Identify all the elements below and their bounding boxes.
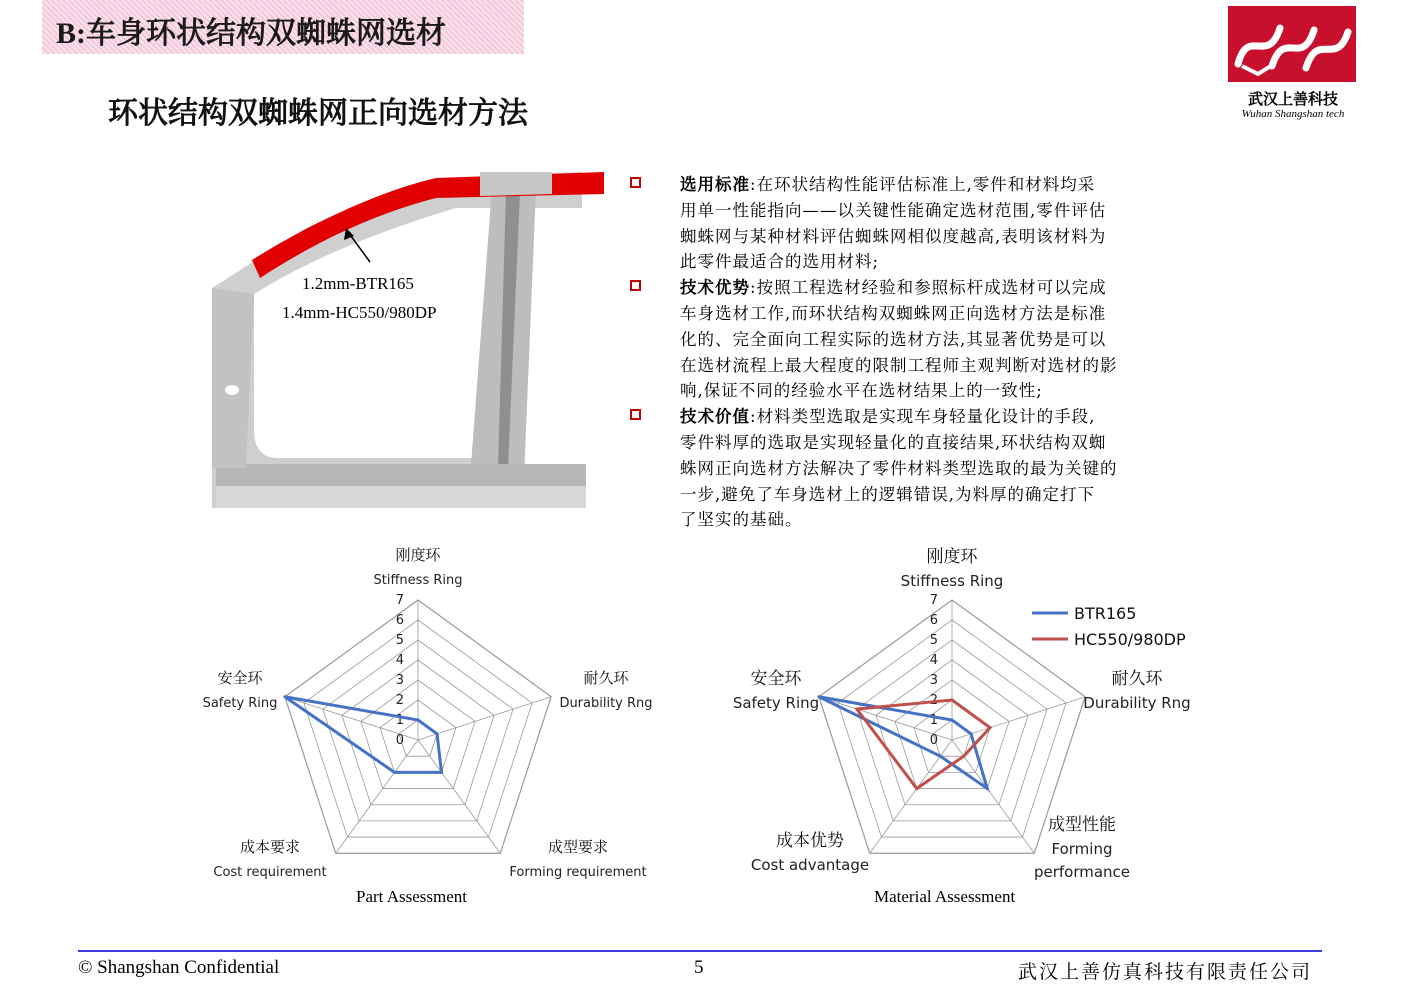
bullet-term: 技术价值 bbox=[680, 407, 750, 427]
banner-title: B:车身环状结构双蜘蛛网选材 bbox=[56, 17, 446, 50]
grid-spoke bbox=[336, 740, 418, 853]
data-point bbox=[962, 755, 965, 758]
tick-label: 0 bbox=[929, 733, 938, 748]
data-point bbox=[989, 726, 992, 729]
part-assessment-caption: Part Assessment bbox=[356, 887, 467, 906]
data-point bbox=[283, 695, 286, 698]
material-assessment-radar-chart bbox=[720, 545, 1200, 885]
axis-label-cn: 安全环 bbox=[750, 669, 802, 689]
part-assessment-radar-chart bbox=[180, 545, 680, 885]
logo-name-cn: 武汉上善科技 bbox=[1247, 90, 1338, 108]
tick-label: 2 bbox=[395, 693, 404, 708]
title-banner bbox=[42, 0, 524, 54]
axis-label-en: Stiffness Ring bbox=[373, 573, 463, 588]
data-point bbox=[440, 771, 443, 774]
axis-label-cn: 耐久环 bbox=[1111, 669, 1163, 689]
bullet-technical-value: 技术价值:材料类型选取是实现车身轻量化设计的手段, 零件料厚的选取是实现轻量化的直接结果,环状结构双蜘 蛛网正向选材方法解决了零件材料类型选取的最为关键的 一步,避免了车身选材上的逻辑错误,为料厚的确定打下 了坚实的基础。 bbox=[628, 404, 1208, 533]
axis-label-en: Forming requirement bbox=[509, 865, 647, 880]
axis-label-cn: 刚度环 bbox=[926, 547, 978, 567]
axis-label-cn: 刚度环 bbox=[395, 546, 441, 564]
tick-label: 7 bbox=[929, 593, 938, 608]
tick-label: 0 bbox=[395, 733, 404, 748]
data-point bbox=[939, 755, 942, 758]
axis-label-en: Safety Ring bbox=[732, 694, 820, 712]
sss-logo-icon bbox=[1228, 6, 1356, 82]
legend-label: HC550/980DP bbox=[1074, 630, 1186, 649]
data-point bbox=[393, 771, 396, 774]
legend-label: BTR165 bbox=[1074, 604, 1137, 623]
tick-label: 1 bbox=[929, 713, 938, 728]
axis-label-en: performance bbox=[1033, 863, 1131, 881]
label-hc550: 1.4mm-HC550/980DP bbox=[282, 303, 437, 322]
axis-label-cn: 成本优势 bbox=[776, 831, 844, 851]
data-point bbox=[417, 719, 420, 722]
bullet-technical-advantage: 技术优势:按照工程选材经验和参照标杆成选材可以完成 车身选材工作,而环状结构双蜘蛛网正向选材方法是标准 化的、完全面向工程实际的选材方法,其显著优势是可以 在选材流程上最大程度的限制工程师主观判断对选材的影 响,保证不同的经验水平在选材结果上的一致性; bbox=[628, 275, 1208, 404]
footer-company: 武汉上善仿真科技有限责任公司 bbox=[1018, 961, 1313, 983]
grid-spoke bbox=[418, 740, 500, 853]
data-point bbox=[970, 732, 973, 735]
checkbox-bullet-icon bbox=[630, 409, 641, 420]
material-assessment-caption: Material Assessment bbox=[874, 887, 1016, 906]
data-point bbox=[436, 732, 439, 735]
tick-label: 5 bbox=[929, 633, 938, 648]
axis-label-en: Durability Rng bbox=[1083, 694, 1191, 712]
axis-label-en: Stiffness Ring bbox=[900, 572, 1004, 590]
axis-label-cn: 成本要求 bbox=[239, 838, 301, 856]
page-subtitle: 环状结构双蜘蛛网正向选材方法 bbox=[108, 96, 528, 131]
tick-label: 3 bbox=[929, 673, 938, 688]
data-point bbox=[951, 699, 954, 702]
data-point bbox=[855, 708, 858, 711]
axis-label-en: Safety Ring bbox=[202, 696, 278, 711]
tick-label: 6 bbox=[929, 613, 938, 628]
axis-label-cn: 成型要求 bbox=[547, 838, 609, 856]
car-body-side-figure bbox=[206, 168, 610, 508]
axis-label-cn: 耐久环 bbox=[583, 669, 629, 687]
axis-label-cn: 安全环 bbox=[217, 669, 263, 687]
axis-label-en: Cost requirement bbox=[213, 865, 327, 880]
tick-label: 4 bbox=[929, 653, 938, 668]
footer-confidential: © Shangshan Confidential bbox=[78, 957, 280, 978]
axis-label-en: Durability Rng bbox=[559, 696, 653, 711]
tick-label: 5 bbox=[395, 633, 404, 648]
page-number: 5 bbox=[694, 957, 704, 978]
data-point bbox=[986, 787, 989, 790]
bullet-selection-standard: 选用标准:在环状结构性能评估标准上,零件和材料均采 用单一性能指向——以关键性能确定选材范围,零件评估 蜘蛛网与某种材料评估蜘蛛网相似度越高,表明该材料为 此零件最适合的选用材料; bbox=[628, 172, 1208, 275]
axis-label-en: Cost advantage bbox=[750, 856, 870, 874]
tick-label: 3 bbox=[395, 673, 404, 688]
tick-label: 2 bbox=[929, 693, 938, 708]
tick-label: 6 bbox=[395, 613, 404, 628]
logo-name-en: Wuhan Shangshan tech bbox=[1241, 108, 1345, 120]
bullet-term: 选用标准 bbox=[680, 175, 750, 194]
data-point bbox=[915, 787, 918, 790]
label-btr165: 1.2mm-BTR165 bbox=[302, 274, 414, 293]
tick-label: 7 bbox=[395, 593, 404, 608]
bullet-term: 技术优势 bbox=[680, 278, 750, 298]
company-logo bbox=[1224, 6, 1362, 120]
checkbox-bullet-icon bbox=[630, 280, 641, 291]
tick-label: 1 bbox=[395, 713, 404, 728]
data-point bbox=[951, 719, 954, 722]
tick-label: 4 bbox=[395, 653, 404, 668]
axis-label-cn: 成型性能 bbox=[1048, 815, 1116, 835]
bullet-list bbox=[628, 172, 1208, 533]
axis-label-en: Forming bbox=[1051, 840, 1113, 858]
footer-rule bbox=[78, 950, 1322, 952]
checkbox-bullet-icon bbox=[630, 177, 641, 188]
